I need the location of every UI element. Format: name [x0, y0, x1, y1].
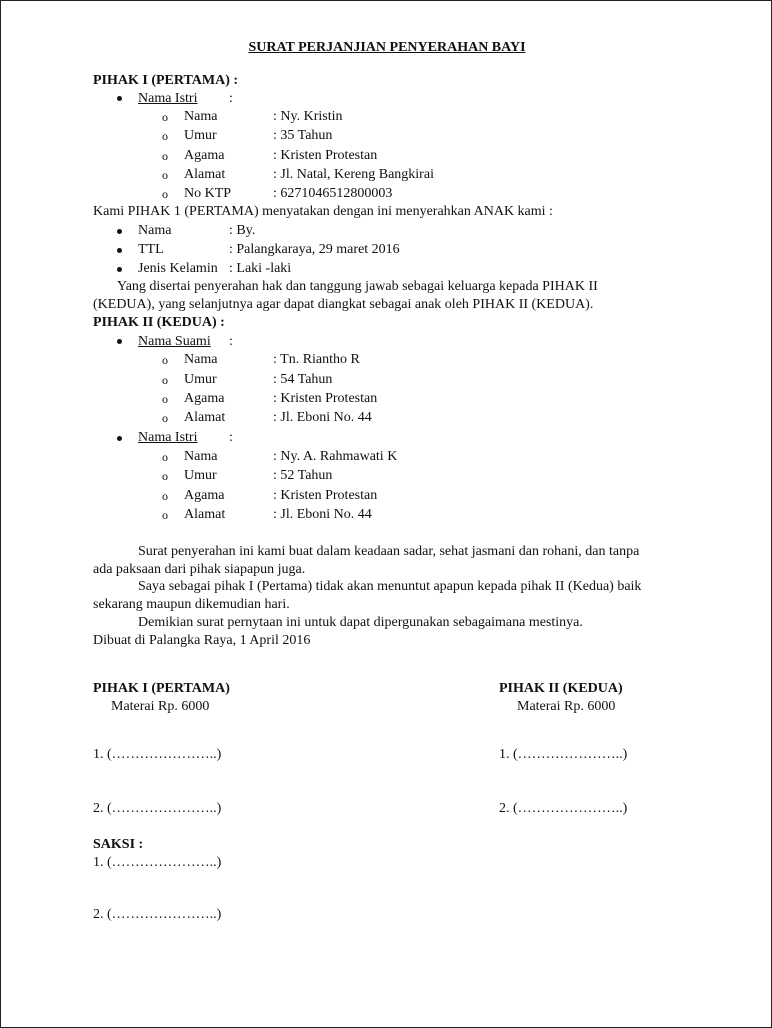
- sign-left-line2: 2. (…………………..): [93, 801, 222, 816]
- circle-bullet-icon: o: [162, 168, 168, 182]
- field-value: : Kristen Protestan: [273, 391, 378, 406]
- pihak2-istri-colon: :: [229, 430, 233, 445]
- field-label: No KTP: [184, 186, 232, 201]
- field-value: : Jl. Eboni No. 44: [273, 410, 372, 425]
- field-value: : 35 Tahun: [273, 128, 333, 143]
- sign-left-materai: Materai Rp. 6000: [111, 699, 210, 714]
- circle-bullet-icon: o: [162, 411, 168, 425]
- anak-paragraph-line2: (KEDUA), yang selanjutnya agar dapat diangkat sebagai anak oleh PIHAK II (KEDUA).: [93, 297, 594, 312]
- field-value: : Tn. Riantho R: [273, 352, 360, 367]
- closing-paragraph1-line1: Surat penyerahan ini kami buat dalam keadaan sadar, sehat jasmani dan rohani, dan tanpa: [138, 544, 640, 559]
- field-label: Alamat: [184, 167, 226, 182]
- pihak2-istri-label: Nama Istri: [138, 430, 198, 445]
- sign-right-materai: Materai Rp. 6000: [517, 699, 616, 714]
- field-label: Agama: [184, 391, 225, 406]
- sign-right-heading: PIHAK II (KEDUA): [499, 681, 623, 696]
- field-value: : Laki -laki: [229, 261, 292, 276]
- saksi-heading: SAKSI :: [93, 837, 144, 852]
- field-label: Agama: [184, 148, 225, 163]
- circle-bullet-icon: o: [162, 373, 168, 387]
- circle-bullet-icon: o: [162, 450, 168, 464]
- bullet-icon: [117, 96, 122, 101]
- sign-left-line1: 1. (…………………..): [93, 747, 222, 762]
- field-value: : By.: [229, 223, 256, 238]
- closing-paragraph2-line2: sekarang maupun dikemudian hari.: [93, 597, 290, 612]
- field-value: : Jl. Eboni No. 44: [273, 507, 372, 522]
- closing-paragraph3: Demikian surat pernytaan ini untuk dapat dipergunakan sebagaimana mestinya.: [138, 615, 583, 630]
- circle-bullet-icon: o: [162, 353, 168, 367]
- field-value: : 52 Tahun: [273, 468, 333, 483]
- circle-bullet-icon: o: [162, 469, 168, 483]
- closing-paragraph1-line2: ada paksaan dari pihak siapapun juga.: [93, 562, 306, 577]
- field-label: Umur: [184, 372, 217, 387]
- field-label: Alamat: [184, 410, 226, 425]
- field-label: Umur: [184, 468, 217, 483]
- sign-right-line2: 2. (…………………..): [499, 801, 628, 816]
- circle-bullet-icon: o: [162, 489, 168, 503]
- circle-bullet-icon: o: [162, 508, 168, 522]
- sign-left-heading: PIHAK I (PERTAMA): [93, 681, 230, 696]
- field-value: : Ny. A. Rahmawati K: [273, 449, 398, 464]
- pihak2-heading: PIHAK II (KEDUA) :: [93, 315, 225, 330]
- pihak1-heading: PIHAK I (PERTAMA) :: [93, 73, 239, 88]
- saksi-line2: 2. (…………………..): [93, 907, 222, 922]
- field-label: Nama: [184, 109, 218, 124]
- anak-intro: Kami PIHAK 1 (PERTAMA) menyatakan dengan ini menyerahkan ANAK kami :: [93, 204, 553, 219]
- saksi-line1: 1. (…………………..): [93, 855, 222, 870]
- field-value: : Jl. Natal, Kereng Bangkirai: [273, 167, 434, 182]
- field-label: TTL: [138, 242, 164, 257]
- bullet-icon: [117, 339, 122, 344]
- field-label: Jenis Kelamin: [138, 261, 218, 276]
- field-label: Nama: [184, 449, 218, 464]
- field-value: : Kristen Protestan: [273, 148, 378, 163]
- field-value: : 6271046512800003: [273, 186, 393, 201]
- pihak1-istri-label: Nama Istri: [138, 91, 198, 106]
- field-value: : 54 Tahun: [273, 372, 333, 387]
- document-title: SURAT PERJANJIAN PENYERAHAN BAYI: [248, 40, 526, 55]
- pihak2-suami-label: Nama Suami: [138, 334, 211, 349]
- circle-bullet-icon: o: [162, 187, 168, 201]
- bullet-icon: [117, 229, 122, 234]
- field-label: Umur: [184, 128, 217, 143]
- field-value: : Ny. Kristin: [273, 109, 343, 124]
- pihak2-suami-colon: :: [229, 334, 233, 349]
- field-label: Nama: [138, 223, 172, 238]
- field-value: : Kristen Protestan: [273, 488, 378, 503]
- field-label: Nama: [184, 352, 218, 367]
- sign-right-line1: 1. (…………………..): [499, 747, 628, 762]
- circle-bullet-icon: o: [162, 129, 168, 143]
- circle-bullet-icon: o: [162, 392, 168, 406]
- bullet-icon: [117, 436, 122, 441]
- closing-paragraph2-line1: Saya sebagai pihak I (Pertama) tidak akan menuntut apapun kepada pihak II (Kedua) baik: [138, 579, 642, 594]
- bullet-icon: [117, 248, 122, 253]
- anak-paragraph-line1: Yang disertai penyerahan hak dan tanggung jawab sebagai keluarga kepada PIHAK II: [117, 279, 598, 294]
- field-label: Agama: [184, 488, 225, 503]
- place-date: Dibuat di Palangka Raya, 1 April 2016: [93, 633, 311, 648]
- circle-bullet-icon: o: [162, 110, 168, 124]
- circle-bullet-icon: o: [162, 149, 168, 163]
- field-value: : Palangkaraya, 29 maret 2016: [229, 242, 400, 257]
- bullet-icon: [117, 267, 122, 272]
- field-label: Alamat: [184, 507, 226, 522]
- pihak1-istri-colon: :: [229, 91, 233, 106]
